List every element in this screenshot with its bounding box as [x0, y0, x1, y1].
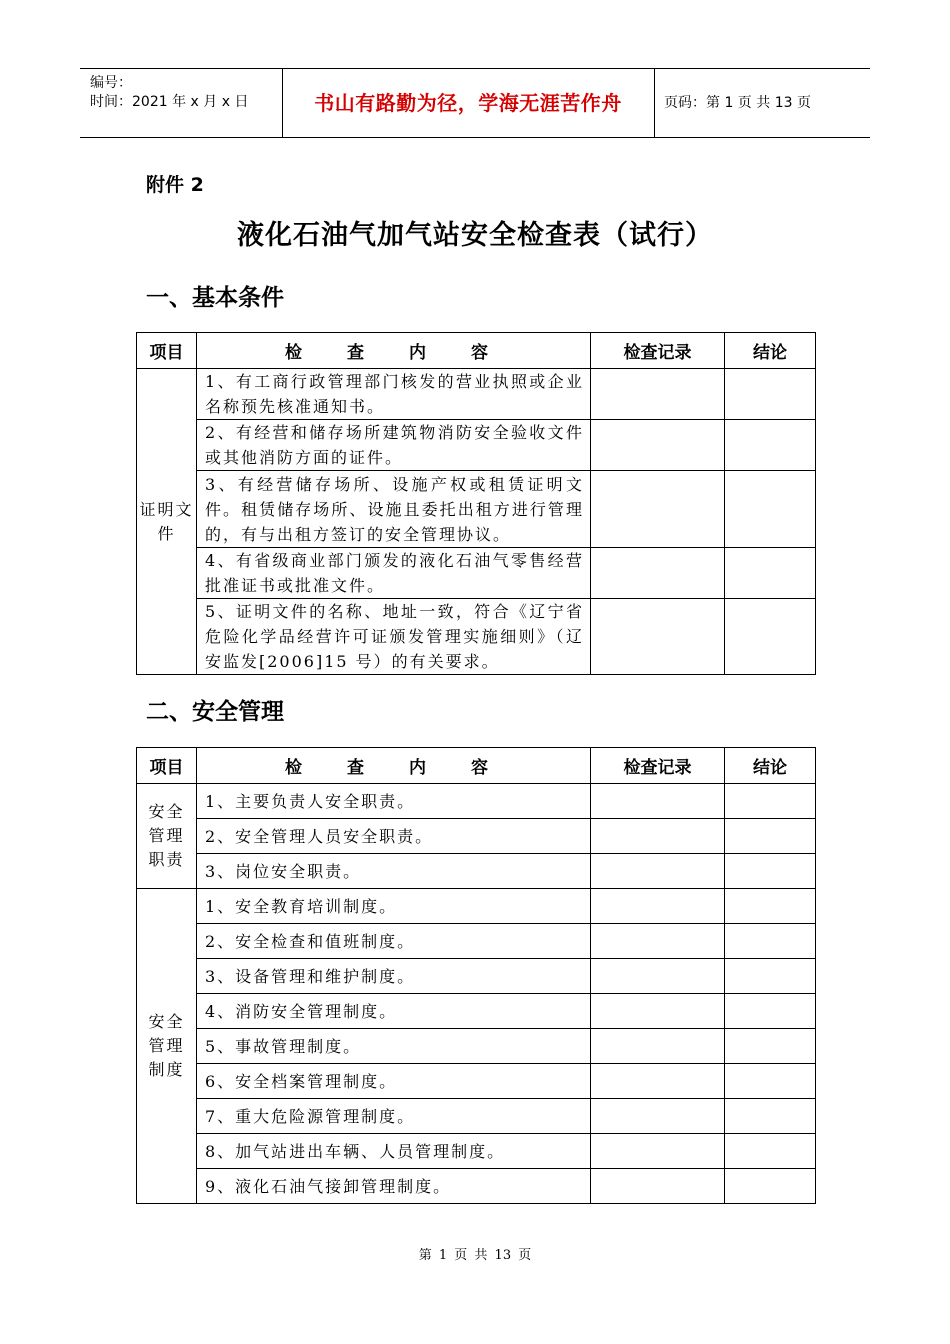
table-row: [137, 819, 816, 854]
page-info: 页码：第 1 页 共 13 页: [664, 95, 811, 111]
check-item: 1、主要负责人安全职责。: [197, 784, 591, 819]
check-item: 3、岗位安全职责。: [197, 854, 591, 889]
table-header-row: [137, 333, 816, 369]
conclusion-cell[interactable]: [725, 1169, 816, 1204]
table-row: [137, 1099, 816, 1134]
conclusion-cell[interactable]: [725, 1134, 816, 1169]
table-row: [137, 1064, 816, 1099]
safety-management-table: [136, 747, 816, 1204]
col-header-record: 检查记录: [591, 748, 725, 784]
attachment-label: 附件 2: [146, 174, 204, 196]
group-label: 安全管理职责: [137, 784, 197, 889]
table-row: [137, 959, 816, 994]
col-header-conclusion: 结论: [725, 333, 816, 369]
check-item: 2、有经营和储存场所建筑物消防安全验收文件或其他消防方面的证件。: [197, 420, 591, 471]
check-item: 3、设备管理和维护制度。: [197, 959, 591, 994]
record-cell[interactable]: [591, 889, 725, 924]
record-cell[interactable]: [591, 924, 725, 959]
conclusion-cell[interactable]: [725, 889, 816, 924]
conclusion-cell[interactable]: [725, 784, 816, 819]
header-band: [80, 68, 870, 138]
record-cell[interactable]: [591, 369, 725, 420]
motto-text: 书山有路勤为径，学海无涯苦作舟: [314, 91, 622, 115]
table-row: [137, 854, 816, 889]
section-heading-basic: 一、基本条件: [146, 285, 284, 311]
record-cell[interactable]: [591, 1134, 725, 1169]
col-header-record: 检查记录: [591, 333, 725, 369]
document-title: 液化石油气加气站安全检查表（试行）: [237, 220, 713, 251]
check-item: 1、有工商行政管理部门核发的营业执照或企业名称预先核准通知书。: [197, 369, 591, 420]
table-row: [137, 1169, 816, 1204]
header-left-cell: [80, 69, 283, 137]
record-cell[interactable]: [591, 1169, 725, 1204]
col-header-project: 项目: [137, 748, 197, 784]
check-item: 3、有经营储存场所、设施产权或租赁证明文件。租赁储存场所、设施且委托出租方进行管理的，有与出租方签订的安全管理协议。: [197, 471, 591, 548]
basic-conditions-table: [136, 332, 816, 675]
table-row: [137, 1029, 816, 1064]
check-item: 2、安全管理人员安全职责。: [197, 819, 591, 854]
group-label: 证明文件: [137, 369, 197, 675]
col-header-project: 项目: [137, 333, 197, 369]
record-cell[interactable]: [591, 784, 725, 819]
check-item: 4、有省级商业部门颁发的液化石油气零售经营批准证书或批准文件。: [197, 548, 591, 599]
check-item: 2、安全检查和值班制度。: [197, 924, 591, 959]
table-row: [137, 369, 816, 420]
conclusion-cell[interactable]: [725, 548, 816, 599]
conclusion-cell[interactable]: [725, 1099, 816, 1134]
check-item: 6、安全档案管理制度。: [197, 1064, 591, 1099]
record-cell[interactable]: [591, 420, 725, 471]
table-row: [137, 420, 816, 471]
conclusion-cell[interactable]: [725, 819, 816, 854]
number-label: 编号：: [90, 75, 132, 91]
col-header-content: 检 查 内 容: [197, 748, 591, 784]
table-row: [137, 994, 816, 1029]
time-label: 时间：2021 年 x 月 x 日: [90, 94, 249, 110]
page-footer: 第 1 页 共 13 页: [418, 1248, 532, 1263]
table-row: [137, 889, 816, 924]
header-right-cell: [654, 69, 870, 137]
conclusion-cell[interactable]: [725, 369, 816, 420]
table-row: [137, 784, 816, 819]
col-header-content: 检 查 内 容: [197, 333, 591, 369]
conclusion-cell[interactable]: [725, 1029, 816, 1064]
check-item: 1、安全教育培训制度。: [197, 889, 591, 924]
check-item: 5、证明文件的名称、地址一致，符合《辽宁省危险化学品经营许可证颁发管理实施细则》（辽安监发[2006]15 号）的有关要求。: [197, 599, 591, 675]
record-cell[interactable]: [591, 1099, 725, 1134]
record-cell[interactable]: [591, 854, 725, 889]
record-cell[interactable]: [591, 1029, 725, 1064]
table-header-row: [137, 748, 816, 784]
conclusion-cell[interactable]: [725, 994, 816, 1029]
record-cell[interactable]: [591, 1064, 725, 1099]
col-header-conclusion: 结论: [725, 748, 816, 784]
record-cell[interactable]: [591, 471, 725, 548]
record-cell[interactable]: [591, 994, 725, 1029]
header-motto-cell: [282, 69, 655, 137]
record-cell[interactable]: [591, 959, 725, 994]
conclusion-cell[interactable]: [725, 854, 816, 889]
check-item: 7、重大危险源管理制度。: [197, 1099, 591, 1134]
conclusion-cell[interactable]: [725, 471, 816, 548]
conclusion-cell[interactable]: [725, 420, 816, 471]
record-cell[interactable]: [591, 599, 725, 675]
table-row: [137, 471, 816, 548]
section-heading-safety: 二、安全管理: [146, 699, 284, 725]
conclusion-cell[interactable]: [725, 959, 816, 994]
group-label: 安全管理制度: [137, 889, 197, 1204]
table-row: [137, 1134, 816, 1169]
table-row: [137, 599, 816, 675]
table-row: [137, 924, 816, 959]
record-cell[interactable]: [591, 819, 725, 854]
conclusion-cell[interactable]: [725, 924, 816, 959]
record-cell[interactable]: [591, 548, 725, 599]
conclusion-cell[interactable]: [725, 599, 816, 675]
check-item: 4、消防安全管理制度。: [197, 994, 591, 1029]
check-item: 8、加气站进出车辆、人员管理制度。: [197, 1134, 591, 1169]
conclusion-cell[interactable]: [725, 1064, 816, 1099]
table-row: [137, 548, 816, 599]
check-item: 9、液化石油气接卸管理制度。: [197, 1169, 591, 1204]
check-item: 5、事故管理制度。: [197, 1029, 591, 1064]
